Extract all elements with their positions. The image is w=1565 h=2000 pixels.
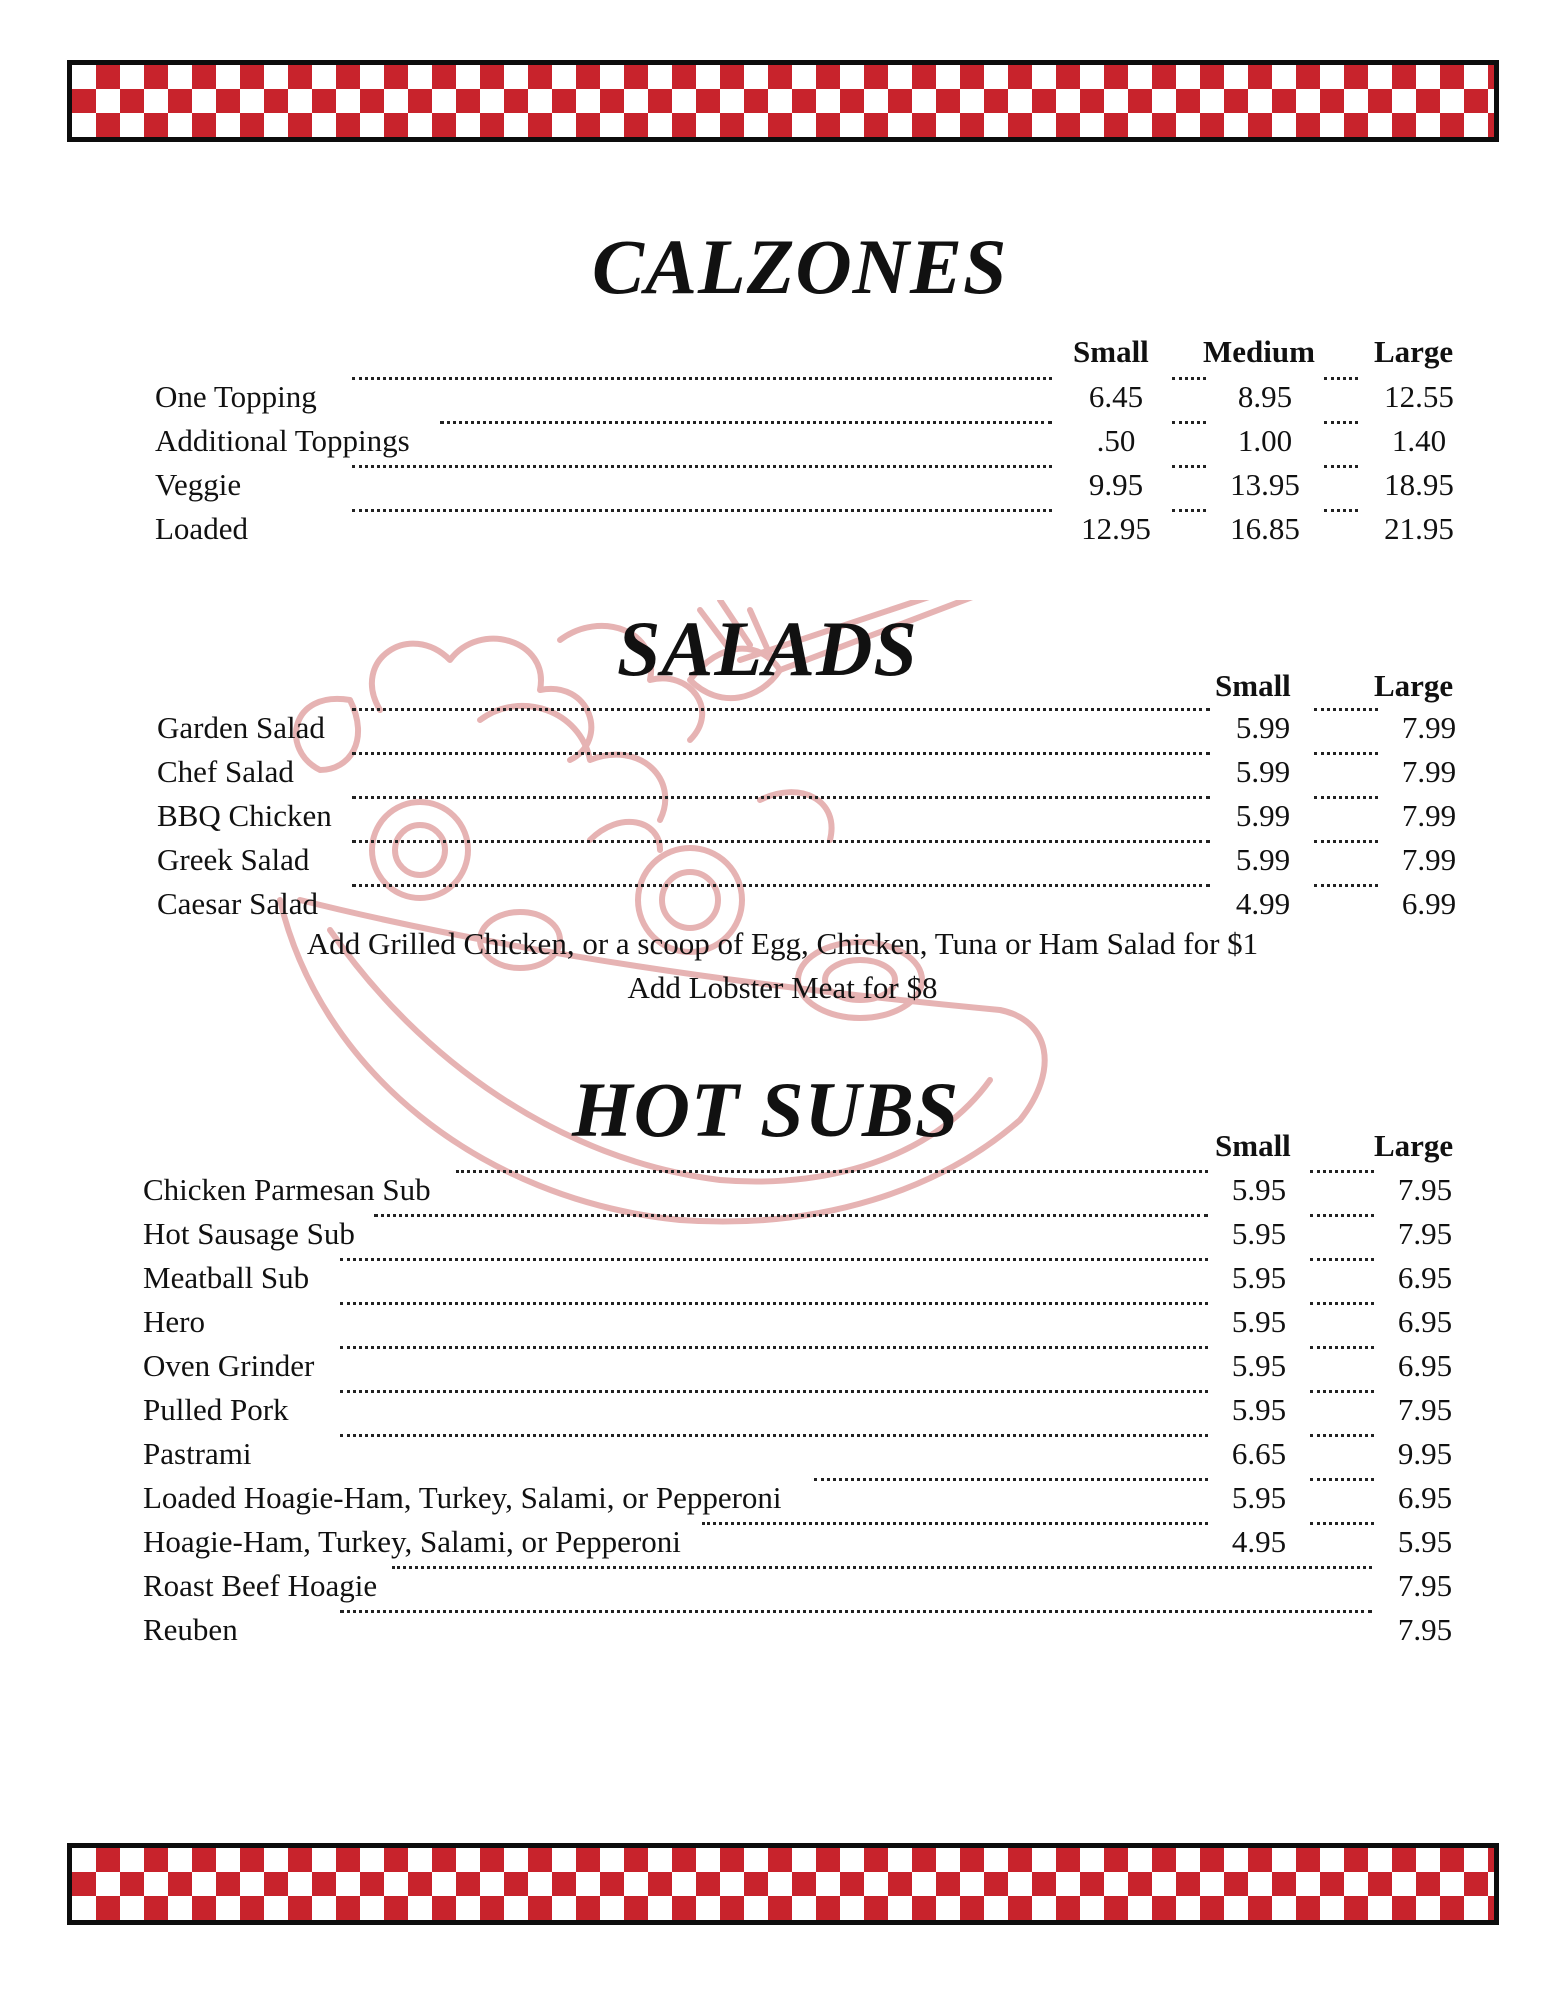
menu-item-name: Reuben: [143, 1612, 238, 1647]
menu-item-row: [0, 1302, 1565, 1342]
menu-item-name: Veggie: [155, 467, 242, 502]
menu-item-row: [0, 1258, 1565, 1298]
menu-item-row: [0, 708, 1565, 748]
price-small: 5.99: [1235, 798, 1291, 833]
column-header-large: Large: [1374, 668, 1454, 703]
checkered-border-bottom: [67, 1843, 1499, 1925]
menu-item-name: Meatball Sub: [143, 1260, 310, 1295]
column-header-large: Large: [1374, 1128, 1454, 1163]
menu-item-row: [0, 1522, 1565, 1562]
menu-item-row: [0, 1214, 1565, 1254]
dot-leader: [340, 1346, 1208, 1349]
price-small: 6.45: [1088, 379, 1144, 414]
section-title-hot-subs: HOT SUBS: [572, 1066, 960, 1153]
menu-item-row: [0, 1610, 1565, 1650]
column-header-small: Small: [1215, 1128, 1291, 1163]
price-large: 9.95: [1397, 1436, 1453, 1471]
dot-leader: [1314, 884, 1378, 887]
menu-item-row: [0, 465, 1565, 505]
checkered-border-top: [67, 60, 1499, 142]
price-large: 7.95: [1397, 1392, 1453, 1427]
price-small: .50: [1096, 423, 1136, 458]
price-large: 7.95: [1397, 1216, 1453, 1251]
column-header-large: Large: [1374, 334, 1454, 369]
menu-item-name: BBQ Chicken: [157, 798, 332, 833]
menu-item-row: [0, 1566, 1565, 1606]
price-small: 5.95: [1231, 1216, 1287, 1251]
menu-item-name: Caesar Salad: [157, 886, 318, 921]
price-small: 5.95: [1231, 1348, 1287, 1383]
menu-item-row: [0, 1434, 1565, 1474]
menu-item-name: One Topping: [155, 379, 317, 414]
dot-leader: [1310, 1214, 1374, 1217]
dot-leader: [1314, 752, 1378, 755]
price-large: 6.95: [1397, 1304, 1453, 1339]
price-large: 18.95: [1384, 467, 1454, 502]
dot-leader: [1324, 377, 1358, 380]
column-header-small: Small: [1215, 668, 1291, 703]
dot-leader: [1310, 1522, 1374, 1525]
menu-item-name: Roast Beef Hoagie: [143, 1568, 378, 1603]
price-small: 5.95: [1231, 1304, 1287, 1339]
price-small: 4.95: [1231, 1524, 1287, 1559]
menu-item-name: Chicken Parmesan Sub: [143, 1172, 431, 1207]
dot-leader: [1172, 465, 1206, 468]
menu-item-name: Hero: [143, 1304, 205, 1339]
dot-leader: [352, 752, 1210, 755]
dot-leader: [1310, 1302, 1374, 1305]
price-small: 4.99: [1235, 886, 1291, 921]
price-large: 7.99: [1401, 754, 1457, 789]
dot-leader: [1324, 421, 1358, 424]
price-medium: 8.95: [1237, 379, 1293, 414]
menu-item-name: Oven Grinder: [143, 1348, 315, 1383]
price-large: 6.95: [1397, 1260, 1453, 1295]
dot-leader: [1172, 377, 1206, 380]
menu-item-row: [0, 421, 1565, 461]
section-title-salads: SALADS: [617, 605, 918, 692]
dot-leader: [340, 1434, 1208, 1437]
menu-item-name: Garden Salad: [157, 710, 325, 745]
section-title-calzones: CALZONES: [592, 223, 1008, 310]
price-large: 6.95: [1397, 1480, 1453, 1515]
column-header-small: Small: [1073, 334, 1149, 369]
dot-leader: [1310, 1258, 1374, 1261]
menu-item-row: [0, 1346, 1565, 1386]
dot-leader: [374, 1214, 1208, 1217]
dot-leader: [1314, 840, 1378, 843]
menu-item-name: Hoagie-Ham, Turkey, Salami, or Pepperoni: [143, 1524, 681, 1559]
dot-leader: [814, 1478, 1208, 1481]
dot-leader: [1314, 796, 1378, 799]
menu-item-name: Loaded Hoagie-Ham, Turkey, Salami, or Pepperoni: [143, 1480, 782, 1515]
price-small: 5.95: [1231, 1172, 1287, 1207]
menu-item-row: [0, 884, 1565, 924]
menu-item-name: Pastrami: [143, 1436, 252, 1471]
price-large: 21.95: [1384, 511, 1454, 546]
dot-leader: [440, 421, 1052, 424]
dot-leader: [1310, 1170, 1374, 1173]
price-small: 5.95: [1231, 1480, 1287, 1515]
price-small: 5.99: [1235, 842, 1291, 877]
price-medium: 16.85: [1230, 511, 1300, 546]
menu-item-name: Loaded: [155, 511, 248, 546]
menu-item-row: [0, 1170, 1565, 1210]
dot-leader: [352, 884, 1210, 887]
dot-leader: [1310, 1390, 1374, 1393]
price-large: 7.95: [1397, 1172, 1453, 1207]
price-large: 6.95: [1397, 1348, 1453, 1383]
dot-leader: [456, 1170, 1208, 1173]
menu-item-name: Hot Sausage Sub: [143, 1216, 355, 1251]
salad-add-on-note: Add Grilled Chicken, or a scoop of Egg, Chicken, Tuna or Ham Salad for $1: [306, 926, 1259, 961]
dot-leader: [340, 1302, 1208, 1305]
menu-item-name: Chef Salad: [157, 754, 294, 789]
price-small: 5.95: [1231, 1392, 1287, 1427]
price-large: 7.99: [1401, 842, 1457, 877]
dot-leader: [352, 796, 1210, 799]
dot-leader: [392, 1566, 1372, 1569]
dot-leader: [352, 708, 1210, 711]
menu-item-row: [0, 1390, 1565, 1430]
price-large: 1.40: [1391, 423, 1447, 458]
menu-item-name: Pulled Pork: [143, 1392, 289, 1427]
price-small: 5.99: [1235, 754, 1291, 789]
price-large: 7.95: [1397, 1568, 1453, 1603]
menu-item-row: [0, 796, 1565, 836]
price-large: 7.95: [1397, 1612, 1453, 1647]
price-large: 5.95: [1397, 1524, 1453, 1559]
dot-leader: [1324, 509, 1358, 512]
dot-leader: [340, 1390, 1208, 1393]
menu-item-name: Additional Toppings: [155, 423, 410, 458]
salad-lobster-note: Add Lobster Meat for $8: [627, 970, 938, 1005]
dot-leader: [352, 509, 1052, 512]
dot-leader: [352, 377, 1052, 380]
dot-leader: [352, 840, 1210, 843]
menu-item-row: [0, 840, 1565, 880]
price-small: 6.65: [1231, 1436, 1287, 1471]
column-header-medium: Medium: [1203, 334, 1315, 369]
price-small: 9.95: [1088, 467, 1144, 502]
dot-leader: [1172, 509, 1206, 512]
dot-leader: [1172, 421, 1206, 424]
menu-item-row: [0, 377, 1565, 417]
dot-leader: [1310, 1434, 1374, 1437]
price-large: 6.99: [1401, 886, 1457, 921]
price-small: 12.95: [1081, 511, 1151, 546]
price-large: 12.55: [1384, 379, 1454, 414]
dot-leader: [702, 1522, 1208, 1525]
price-small: 5.99: [1235, 710, 1291, 745]
dot-leader: [1314, 708, 1378, 711]
price-large: 7.99: [1401, 798, 1457, 833]
menu-item-row: [0, 509, 1565, 549]
dot-leader: [340, 1610, 1372, 1613]
price-large: 7.99: [1401, 710, 1457, 745]
menu-item-row: [0, 1478, 1565, 1518]
dot-leader: [340, 1258, 1208, 1261]
price-medium: 1.00: [1237, 423, 1293, 458]
dot-leader: [1324, 465, 1358, 468]
menu-item-row: [0, 752, 1565, 792]
dot-leader: [352, 465, 1052, 468]
dot-leader: [1310, 1346, 1374, 1349]
price-small: 5.95: [1231, 1260, 1287, 1295]
dot-leader: [1310, 1478, 1374, 1481]
price-medium: 13.95: [1230, 467, 1300, 502]
menu-item-name: Greek Salad: [157, 842, 310, 877]
